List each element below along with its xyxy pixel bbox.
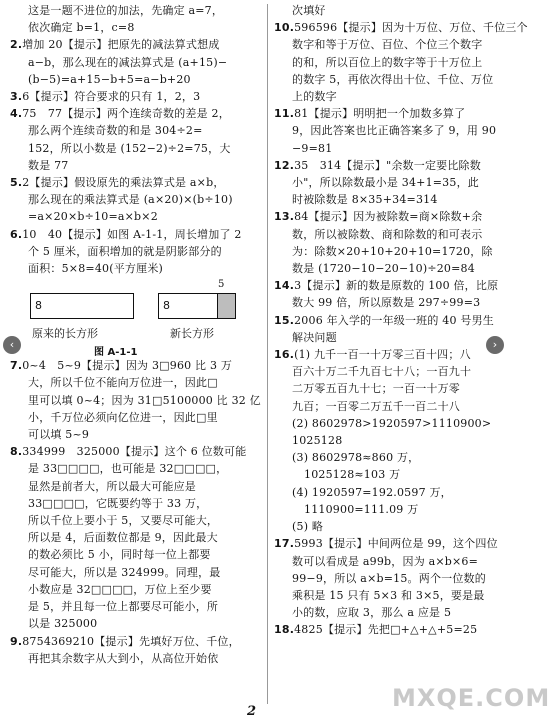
text-line	[10, 226, 262, 243]
line-text: 为：除数×20+10+20+10=1720，除	[292, 244, 493, 258]
line-text: 所以千位上要小于 5，又要尽可能大，	[28, 514, 219, 528]
text-line	[274, 71, 496, 88]
text-line	[274, 208, 496, 225]
watermark: MXQE.COM	[392, 684, 550, 712]
text-line	[10, 2, 262, 19]
text-line	[10, 546, 262, 563]
item-number: 14.	[274, 279, 295, 293]
text-line	[10, 495, 262, 512]
text-line	[10, 460, 262, 477]
text-line	[10, 157, 262, 174]
line-text: 1025128	[292, 434, 343, 448]
line-text: 显然是前者大，所以最大可能应是	[28, 479, 196, 493]
text-line	[274, 122, 496, 139]
line-text: 的和，所以百位上的数字等于十万位上	[292, 55, 483, 69]
text-line	[10, 71, 262, 88]
text-line	[274, 363, 496, 380]
line-text: 小，千万位必须向亿位进一，因此□里	[28, 410, 218, 424]
line-text: 尽可能大，所以是 324999。同理，最	[28, 565, 221, 579]
page-number: 2	[247, 704, 257, 719]
text-line	[274, 329, 496, 346]
text-line	[274, 226, 496, 243]
item-number: 8.	[10, 445, 23, 459]
text-line	[10, 208, 262, 225]
item-number: 13.	[274, 210, 295, 224]
line-text: 个 5 厘米，面积增加的就是阴影部分的	[28, 244, 222, 258]
item-number: 3.	[10, 90, 23, 104]
text-line	[10, 19, 262, 36]
text-line	[274, 484, 496, 501]
new-rectangle	[158, 293, 236, 319]
line-text: 所以是 4，后面数位都是 9，因此最大	[28, 531, 218, 545]
text-line	[10, 529, 262, 546]
text-line	[274, 398, 496, 415]
line-text: 九百；一百零二万五千一百二十八	[292, 399, 460, 413]
line-text: 334999 325000【提示】这个 6 位数可能	[22, 445, 247, 459]
item-number: 16.	[274, 348, 295, 362]
text-line	[274, 380, 496, 397]
item-number: 18.	[274, 623, 295, 637]
right-column	[274, 2, 528, 639]
text-line	[274, 570, 496, 587]
line-text: 35 314【提示】"余数一定要比除数	[294, 158, 481, 172]
line-text: 4825【提示】先把□+△+△+5=25	[294, 623, 478, 637]
column-divider	[267, 4, 268, 704]
item-number: 6.	[10, 227, 23, 241]
text-line	[10, 122, 262, 139]
next-page-button[interactable]: ›	[486, 336, 504, 354]
line-text: 解决问题	[292, 330, 337, 344]
line-text: 99−9，所以 a×b=15。两个一位数的	[292, 571, 486, 585]
line-text: 里可以填 0~4；因为 31□5100000 比 32 亿	[28, 393, 261, 407]
text-line	[10, 564, 262, 581]
text-line	[10, 36, 262, 53]
text-line	[274, 294, 496, 311]
prev-page-button[interactable]: ‹	[3, 336, 21, 354]
text-line	[10, 512, 262, 529]
line-text: 0~4 5~9【提示】因为 3□960 比 3 万	[22, 359, 233, 373]
item-number: 2.	[10, 38, 23, 52]
line-text: 10 40【提示】如图 A-1-1，周长增加了 2	[22, 227, 242, 241]
line-text: 那么两个连续奇数的和是 304÷2=	[28, 124, 203, 138]
text-line	[10, 374, 262, 391]
added-length-label: 5	[218, 279, 225, 291]
line-text: 81【提示】明明把一个加数多算了	[294, 107, 466, 121]
line-text: 增加 20【提示】把原先的减法算式想成	[22, 38, 220, 52]
left-column	[10, 2, 262, 667]
line-text: 二万零五百九十七；一百一十万零	[292, 382, 460, 396]
line-text: 2【提示】假设原先的乘法算式是 a×b，	[22, 176, 225, 190]
text-line	[274, 466, 496, 483]
line-text: 5993【提示】中间两位是 99，这个四位	[294, 537, 498, 551]
text-line	[274, 88, 496, 105]
text-line	[274, 312, 496, 329]
text-line	[10, 105, 262, 122]
item-number: 12.	[274, 158, 295, 172]
line-text: a−b，那么现在的减法算式是 (a+15)−	[28, 55, 228, 69]
line-text: 1025128≈103 万	[304, 468, 401, 482]
line-text: 33□□□□，它既要约等于 33 万，	[28, 496, 208, 510]
line-text: 再把其余数字从大到小，从高位开始依	[28, 651, 219, 665]
line-text: 数是 (1720−10−20−10)÷20=84	[292, 262, 475, 276]
text-line	[274, 243, 496, 260]
line-text: 小"，所以除数最小是 34+1=35，此	[292, 176, 479, 190]
text-line	[274, 2, 496, 19]
text-line	[10, 260, 262, 277]
item-number: 9.	[10, 634, 23, 648]
text-line	[274, 260, 496, 277]
line-text: 6【提示】符合要求的只有 1，2，3	[22, 90, 201, 104]
line-text: =a×20×b÷10=a×b×2	[28, 210, 158, 224]
text-line	[10, 54, 262, 71]
line-text: 这是一题不进位的加法，先确定 a=7，	[28, 4, 224, 17]
line-text: 84【提示】因为被除数=商×除数+余	[294, 210, 483, 224]
line-text: 152，所以小数是 (152−2)÷2=75，大	[28, 141, 231, 155]
text-line	[10, 409, 262, 426]
text-line	[10, 650, 262, 667]
text-line	[10, 633, 262, 650]
text-line	[274, 449, 496, 466]
figure-title: 图 A-1-1	[94, 347, 138, 359]
right-answers	[274, 2, 528, 639]
new-rect-side-label: 8	[163, 299, 170, 313]
original-rectangle	[30, 293, 134, 319]
line-text: −9=81	[292, 141, 333, 155]
text-line	[10, 174, 262, 191]
text-line	[274, 174, 496, 191]
text-line	[274, 346, 496, 363]
line-text: 以是 325000	[28, 617, 98, 631]
item-number: 17.	[274, 537, 295, 551]
line-text: 9，因此答案也比正确答案多了 9，用 90	[292, 124, 497, 138]
text-line	[10, 615, 262, 632]
item-number: 11.	[274, 107, 295, 121]
line-text: 75 77【提示】两个连续奇数的差是 2，	[22, 107, 230, 121]
line-text: (5) 略	[292, 520, 324, 534]
line-text: 小的数，应取 3，那么 a 应是 5	[292, 606, 452, 620]
line-text: 依次确定 b=1，c=8	[28, 21, 135, 35]
left-answers-top	[10, 2, 262, 277]
line-text: 上的数字	[292, 90, 337, 104]
line-text: 数可以看成是 a99b，因为 a×b×6=	[292, 554, 479, 568]
line-text: 2006 年入学的一年级一班的 40 号男生	[294, 313, 494, 327]
text-line	[274, 105, 496, 122]
line-text: (3) 8602978≈860 万，	[292, 451, 420, 465]
text-line	[10, 426, 262, 443]
line-text: 的数必须比 5 小，同时每一位上都要	[28, 548, 211, 562]
text-line	[274, 19, 528, 36]
line-text: 数是 77	[28, 158, 69, 172]
text-line	[10, 581, 262, 598]
text-line	[10, 357, 262, 374]
line-text: 可以填 5~9	[28, 428, 90, 442]
line-text: 3【提示】新的数是原数的 100 倍，比原	[294, 279, 499, 293]
text-line	[274, 140, 496, 157]
text-line	[10, 243, 262, 260]
line-text: 数，所以被除数、商和除数的和可表示	[292, 227, 483, 241]
original-rect-side-label: 8	[35, 299, 42, 313]
text-line	[274, 432, 496, 449]
line-text: 数大 99 倍，所以原数是 297÷99=3	[292, 296, 481, 310]
text-line	[274, 587, 496, 604]
shaded-area	[217, 294, 235, 318]
line-text: (b−5)=a+15−b+5=a−b+20	[28, 72, 191, 86]
text-line	[274, 518, 496, 535]
line-text: 面积：5×8=40(平方厘米)	[28, 262, 164, 276]
text-line	[274, 621, 496, 638]
line-text: 是 33□□□□，也可能是 32□□□□，	[28, 462, 228, 476]
line-text: 的数字 5，再依次得出十位、千位、万位	[292, 72, 494, 86]
text-line	[274, 54, 496, 71]
text-line	[274, 277, 499, 294]
line-text: 1110900=111.09 万	[304, 502, 419, 516]
figure-a-1-1	[10, 279, 262, 357]
line-text: (2) 8602978>1920597>1110900>	[292, 416, 492, 430]
text-line	[274, 553, 496, 570]
line-text: 百六十万二千九百七十八；一百九十	[292, 365, 472, 379]
caption-original: 原来的长方形	[32, 327, 98, 341]
line-text: 596596【提示】因为十万位、万位、千位三个	[294, 21, 528, 35]
text-line	[274, 157, 496, 174]
line-text: 大，所以千位不能向万位进一，因此□	[28, 376, 218, 390]
text-line	[10, 392, 262, 409]
item-number: 7.	[10, 359, 23, 373]
line-text: 时被除数是 8×35+34=314	[292, 193, 438, 207]
text-line	[10, 443, 262, 460]
item-number: 10.	[274, 21, 295, 35]
line-text: 数字和等于万位、百位、个位三个数字	[292, 38, 483, 52]
text-line	[10, 140, 262, 157]
text-line	[10, 191, 262, 208]
text-line	[274, 415, 496, 432]
text-line	[274, 501, 496, 518]
caption-new: 新长方形	[170, 327, 214, 341]
text-line	[274, 191, 496, 208]
text-line	[10, 88, 262, 105]
item-number: 5.	[10, 176, 23, 190]
left-answers-bottom	[10, 357, 262, 667]
line-text: (1) 九千一百一十万零三百十四；八	[294, 348, 471, 362]
line-text: (4) 1920597=192.0597 万，	[292, 485, 452, 499]
item-number: 4.	[10, 107, 23, 121]
text-line	[274, 535, 496, 552]
line-text: 8754369210【提示】先填好万位、千位，	[22, 634, 240, 648]
line-text: 是 5，并且每一位上都要尽可能小，所	[28, 600, 219, 614]
text-line	[274, 604, 496, 621]
line-text: 乘积是 15 只有 5×3 和 3×5，要是最	[292, 588, 485, 602]
text-line	[274, 36, 496, 53]
line-text: 那么现在的乘法算式是 (a×20)×(b÷10)	[28, 193, 233, 207]
text-line	[10, 478, 262, 495]
text-line	[10, 598, 262, 615]
line-text: 小数应是 32□□□□，万位上至少要	[28, 582, 212, 596]
line-text: 次填好	[292, 4, 326, 17]
item-number: 15.	[274, 313, 295, 327]
